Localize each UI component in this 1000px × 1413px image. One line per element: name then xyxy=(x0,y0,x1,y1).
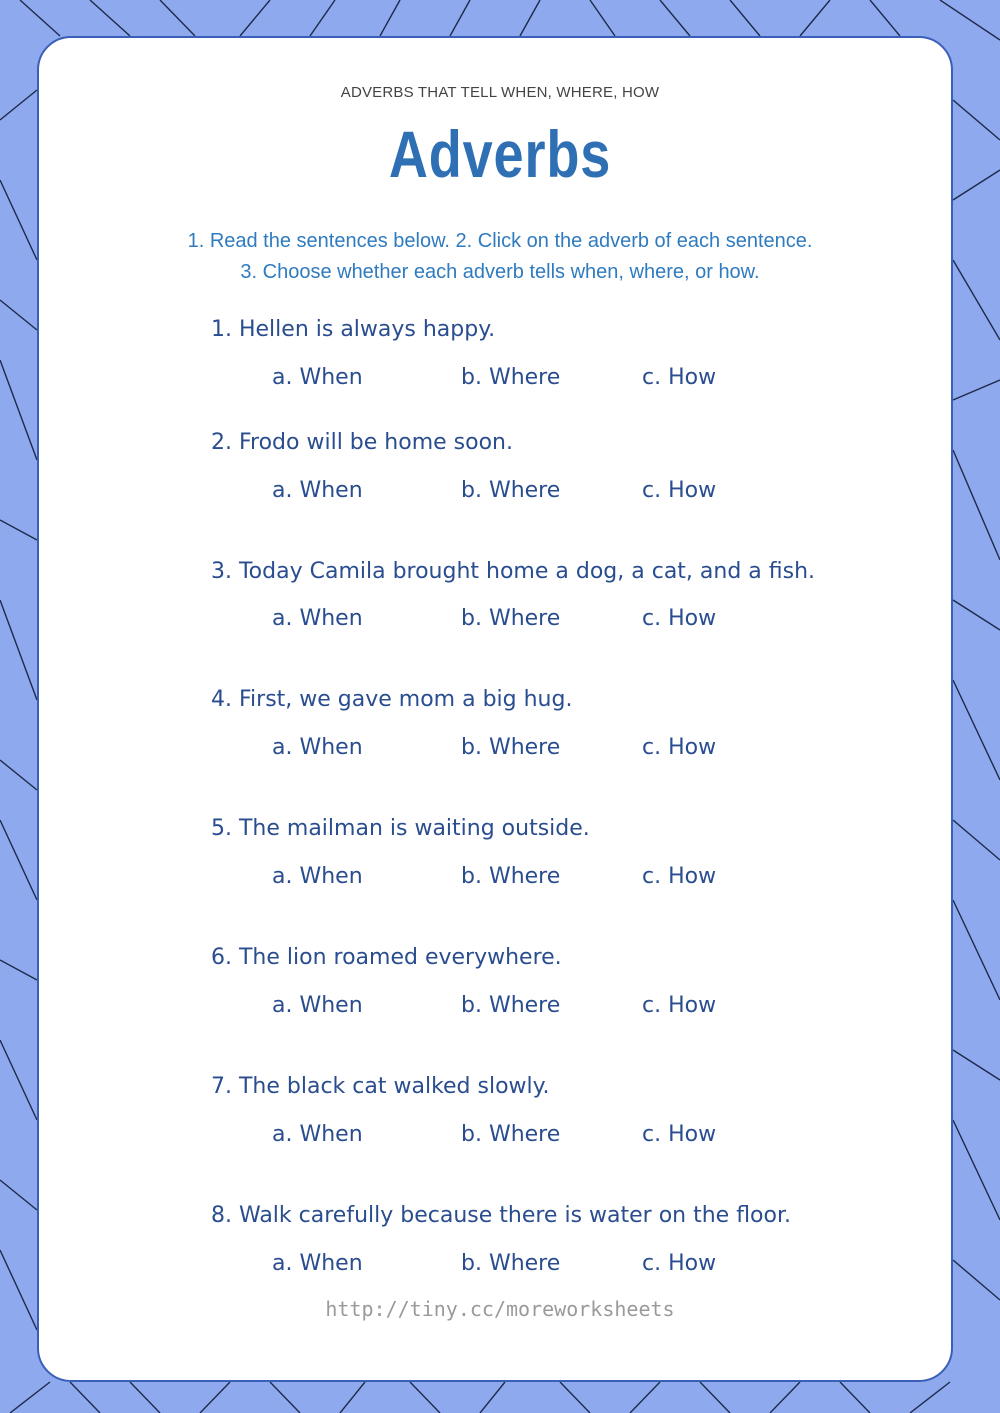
question-7-sentence[interactable]: 7. The black cat walked slowly. xyxy=(211,1074,550,1099)
question-2-option-when[interactable]: a. When xyxy=(272,478,363,503)
question-7-option-when[interactable]: a. When xyxy=(272,1122,363,1147)
question-1-option-how[interactable]: c. How xyxy=(642,365,717,390)
question-6-option-when[interactable]: a. When xyxy=(272,993,363,1018)
question-8-option-where[interactable]: b. Where xyxy=(461,1251,561,1276)
question-2-sentence[interactable]: 2. Frodo will be home soon. xyxy=(211,430,513,455)
question-3-sentence[interactable]: 3. Today Camila brought home a dog, a cat, and a fish. xyxy=(211,559,816,584)
question-8-option-how[interactable]: c. How xyxy=(642,1251,717,1276)
question-4-sentence[interactable]: 4. First, we gave mom a big hug. xyxy=(211,687,573,712)
instructions xyxy=(0,226,1000,288)
question-5-option-when[interactable]: a. When xyxy=(272,864,363,889)
question-8-option-when[interactable]: a. When xyxy=(272,1251,363,1276)
question-5-sentence[interactable]: 5. The mailman is waiting outside. xyxy=(211,816,590,841)
question-2-option-how[interactable]: c. How xyxy=(642,478,717,503)
question-1-option-when[interactable]: a. When xyxy=(272,365,363,390)
question-4-option-how[interactable]: c. How xyxy=(642,735,717,760)
question-3-option-when[interactable]: a. When xyxy=(272,606,363,631)
footer-link[interactable]: http://tiny.cc/moreworksheets xyxy=(325,1297,675,1321)
worksheet-subtitle: ADVERBS THAT TELL WHEN, WHERE, HOW xyxy=(340,84,660,101)
question-3-option-where[interactable]: b. Where xyxy=(461,606,561,631)
question-8-sentence[interactable]: 8. Walk carefully because there is water on the floor. xyxy=(211,1203,791,1228)
question-7-option-how[interactable]: c. How xyxy=(642,1122,717,1147)
question-4-option-where[interactable]: b. Where xyxy=(461,735,561,760)
worksheet-title: Adverbs xyxy=(388,117,612,191)
instruction-line-2: 3. Choose whether each adverb tells when, where, or how. xyxy=(240,261,760,283)
question-4-option-when[interactable]: a. When xyxy=(272,735,363,760)
question-1-option-where[interactable]: b. Where xyxy=(461,365,561,390)
instruction-line-1: 1. Read the sentences below. 2. Click on the adverb of each sentence. xyxy=(187,230,813,252)
question-7-option-where[interactable]: b. Where xyxy=(461,1122,561,1147)
question-5-option-how[interactable]: c. How xyxy=(642,864,717,889)
question-1-sentence[interactable]: 1. Hellen is always happy. xyxy=(211,317,496,342)
question-6-option-how[interactable]: c. How xyxy=(642,993,717,1018)
question-6-option-where[interactable]: b. Where xyxy=(461,993,561,1018)
question-5-option-where[interactable]: b. Where xyxy=(461,864,561,889)
question-2-option-where[interactable]: b. Where xyxy=(461,478,561,503)
question-3-option-how[interactable]: c. How xyxy=(642,606,717,631)
question-6-sentence[interactable]: 6. The lion roamed everywhere. xyxy=(211,945,562,970)
